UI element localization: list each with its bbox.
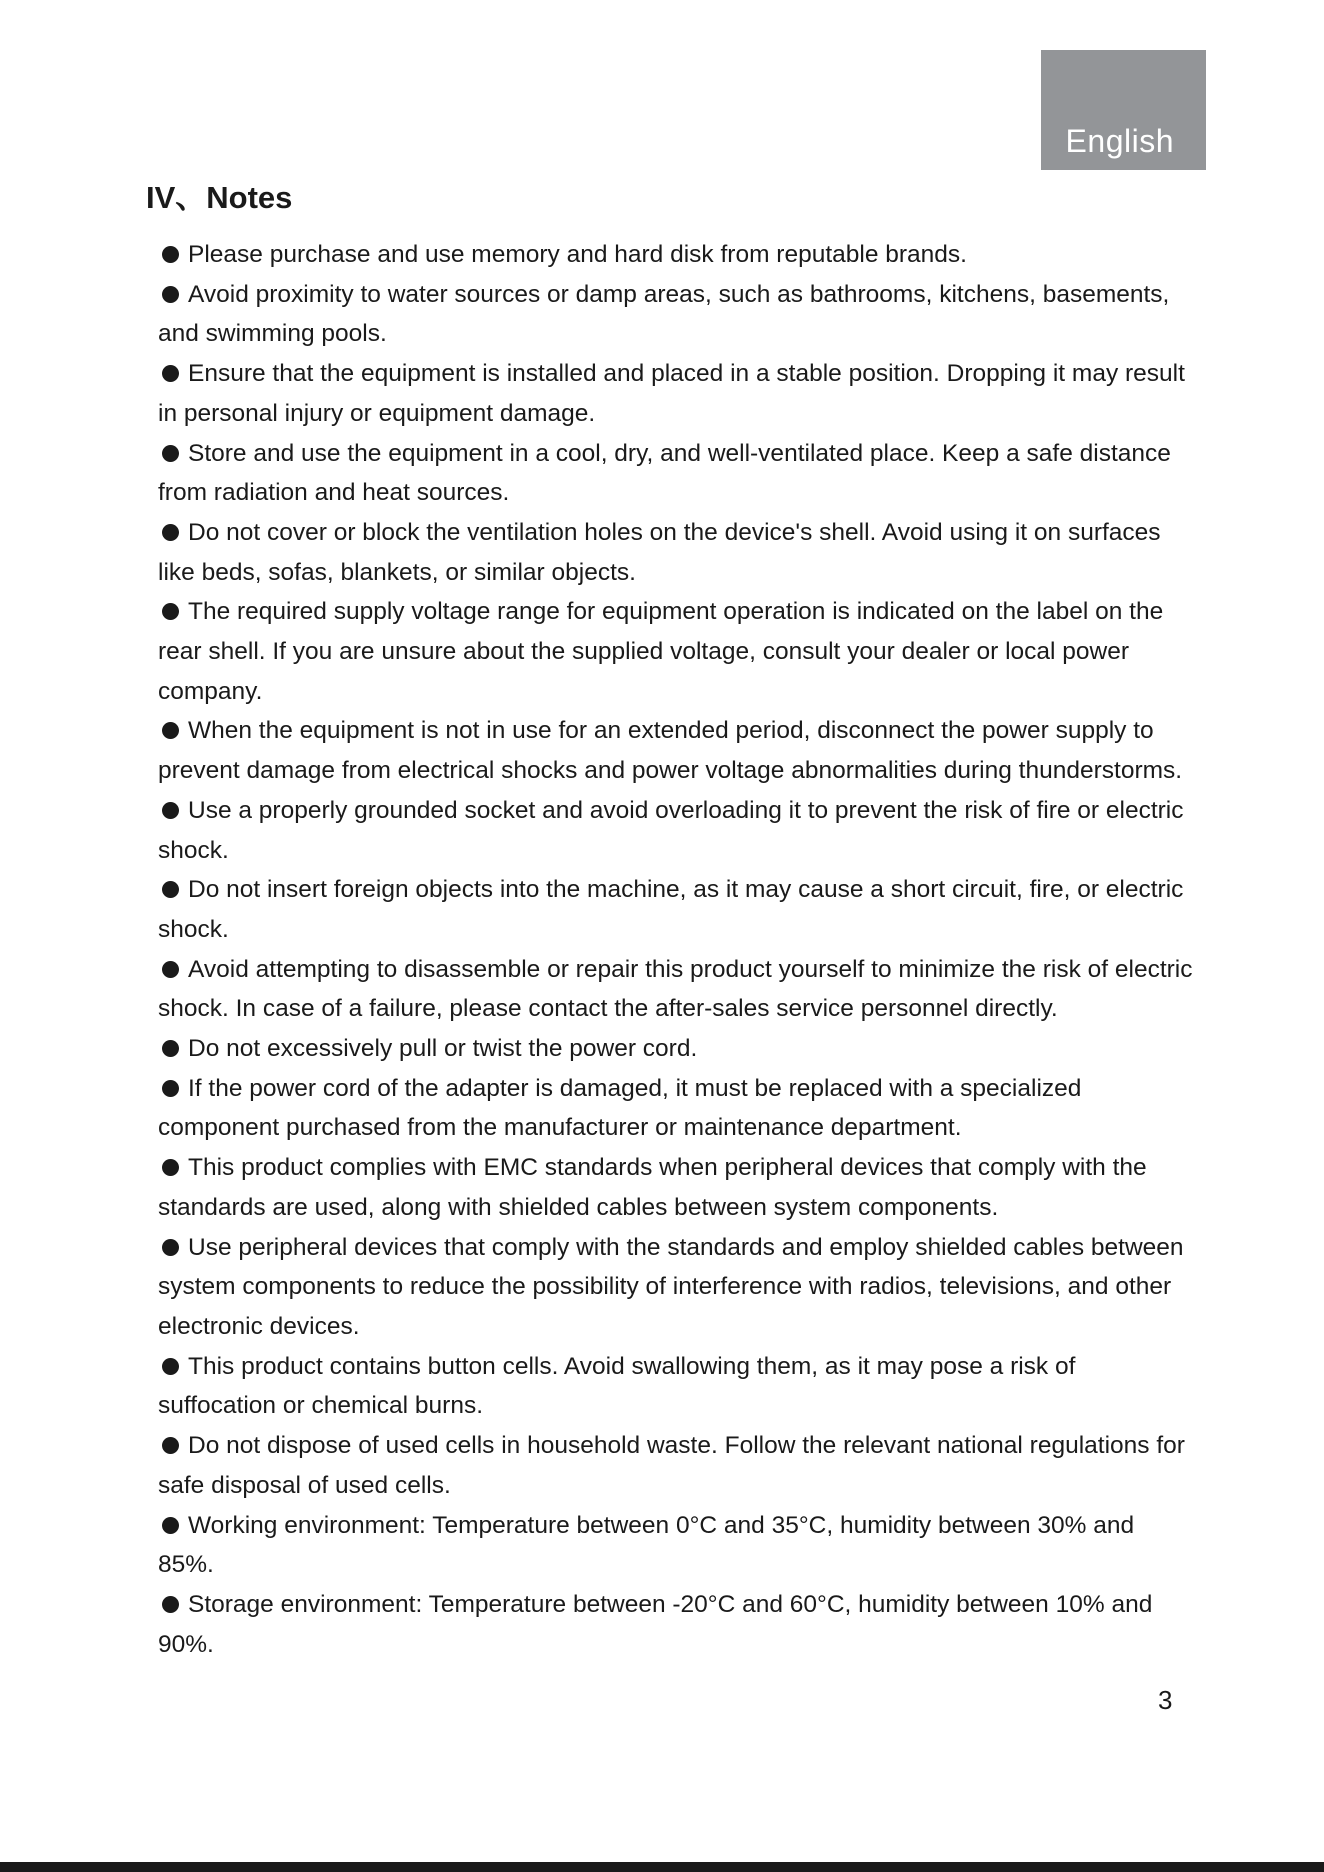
bullet-icon: [162, 722, 179, 739]
note-item: [158, 1585, 1194, 1664]
note-text: Store and use the equipment in a cool, dry, and well-ventilated place. Keep a safe distance from radiation and heat sources.: [158, 439, 1171, 507]
note-item: [158, 235, 1194, 275]
note-item: [158, 1347, 1194, 1426]
note-text: Avoid attempting to disassemble or repair this product yourself to minimize the risk of electric shock. In case of a failure, please contact the after-sales service personnel directly.: [158, 955, 1193, 1023]
bullet-icon: [162, 603, 179, 620]
bullet-icon: [162, 1596, 179, 1613]
note-item: [158, 275, 1194, 354]
section-title: IV、Notes: [146, 180, 293, 215]
note-text: Ensure that the equipment is installed and placed in a stable position. Dropping it may result in personal injury or equipment damage.: [158, 360, 1185, 427]
note-text: Please purchase and use memory and hard disk from reputable brands.: [188, 241, 967, 268]
bullet-icon: [162, 445, 179, 462]
bullet-icon: [162, 365, 179, 382]
note-item: [158, 950, 1194, 1029]
note-text: If the power cord of the adapter is damaged, it must be replaced with a specialized component purchased from the manufacturer or maintenance department.: [158, 1074, 1082, 1142]
bullet-icon: [162, 1517, 179, 1534]
bullet-icon: [162, 1159, 179, 1176]
note-text: Use a properly grounded socket and avoid overloading it to prevent the risk of fire or electric shock.: [158, 796, 1184, 864]
note-text: Do not cover or block the ventilation holes on the device's shell. Avoid using it on surfaces like beds, sofas, blankets, or similar objects.: [158, 518, 1161, 586]
language-tab: [1041, 50, 1206, 170]
bullet-icon: [162, 1437, 179, 1454]
bullet-icon: [162, 1040, 179, 1057]
bullet-icon: [162, 961, 179, 978]
note-text: Avoid proximity to water sources or damp areas, such as bathrooms, kitchens, basements, and swimming pools.: [158, 280, 1170, 348]
note-text: When the equipment is not in use for an extended period, disconnect the power supply to prevent damage from electrical shocks and power voltage abnormalities during thunderstorms.: [158, 717, 1183, 785]
bullet-icon: [162, 1358, 179, 1375]
note-text: Do not insert foreign objects into the machine, as it may cause a short circuit, fire, or electric shock.: [158, 876, 1184, 943]
note-item: [158, 1426, 1194, 1505]
note-text: Do not dispose of used cells in household waste. Follow the relevant national regulations for safe disposal of used cells.: [158, 1432, 1185, 1499]
note-item: [158, 711, 1194, 790]
language-tab-label: English: [1065, 123, 1174, 159]
page-number: 3: [1158, 1685, 1173, 1715]
note-item: [158, 791, 1194, 870]
note-text: The required supply voltage range for equipment operation is indicated on the label on the rear shell. If you are unsure about the supplied voltage, consult your dealer or local power company.: [158, 598, 1164, 705]
note-text: Working environment: Temperature between 0°C and 35°C, humidity between 30% and 85%.: [158, 1511, 1135, 1579]
note-text: Use peripheral devices that comply with the standards and employ shielded cables between system components to reduce the possibility of interference with radios, televisions, and other electronic devices.: [158, 1233, 1184, 1340]
note-text: Storage environment: Temperature between -20°C and 60°C, humidity between 10% and 90%.: [158, 1590, 1153, 1658]
note-item: [158, 1228, 1194, 1347]
note-item: [158, 513, 1194, 592]
bullet-icon: [162, 286, 179, 303]
note-item: [158, 1029, 1194, 1069]
bullet-icon: [162, 524, 179, 541]
bullet-icon: [162, 1239, 179, 1256]
note-item: [158, 434, 1194, 513]
note-text: This product contains button cells. Avoid swallowing them, as it may pose a risk of suffocation or chemical burns.: [158, 1352, 1076, 1420]
note-item: [158, 1148, 1194, 1227]
bullet-icon: [162, 881, 179, 898]
note-item: [158, 870, 1194, 949]
notes-list: [158, 235, 1194, 1664]
bullet-icon: [162, 246, 179, 263]
note-item: [158, 592, 1194, 711]
note-text: Do not excessively pull or twist the power cord.: [188, 1035, 698, 1063]
bullet-icon: [162, 1080, 179, 1097]
note-item: [158, 354, 1194, 433]
note-item: [158, 1506, 1194, 1585]
note-item: [158, 1069, 1194, 1148]
bullet-icon: [162, 802, 179, 819]
bottom-divider: [0, 1862, 1324, 1872]
note-text: This product complies with EMC standards when peripheral devices that comply with the standards are used, along with shielded cables between system components.: [158, 1154, 1147, 1221]
